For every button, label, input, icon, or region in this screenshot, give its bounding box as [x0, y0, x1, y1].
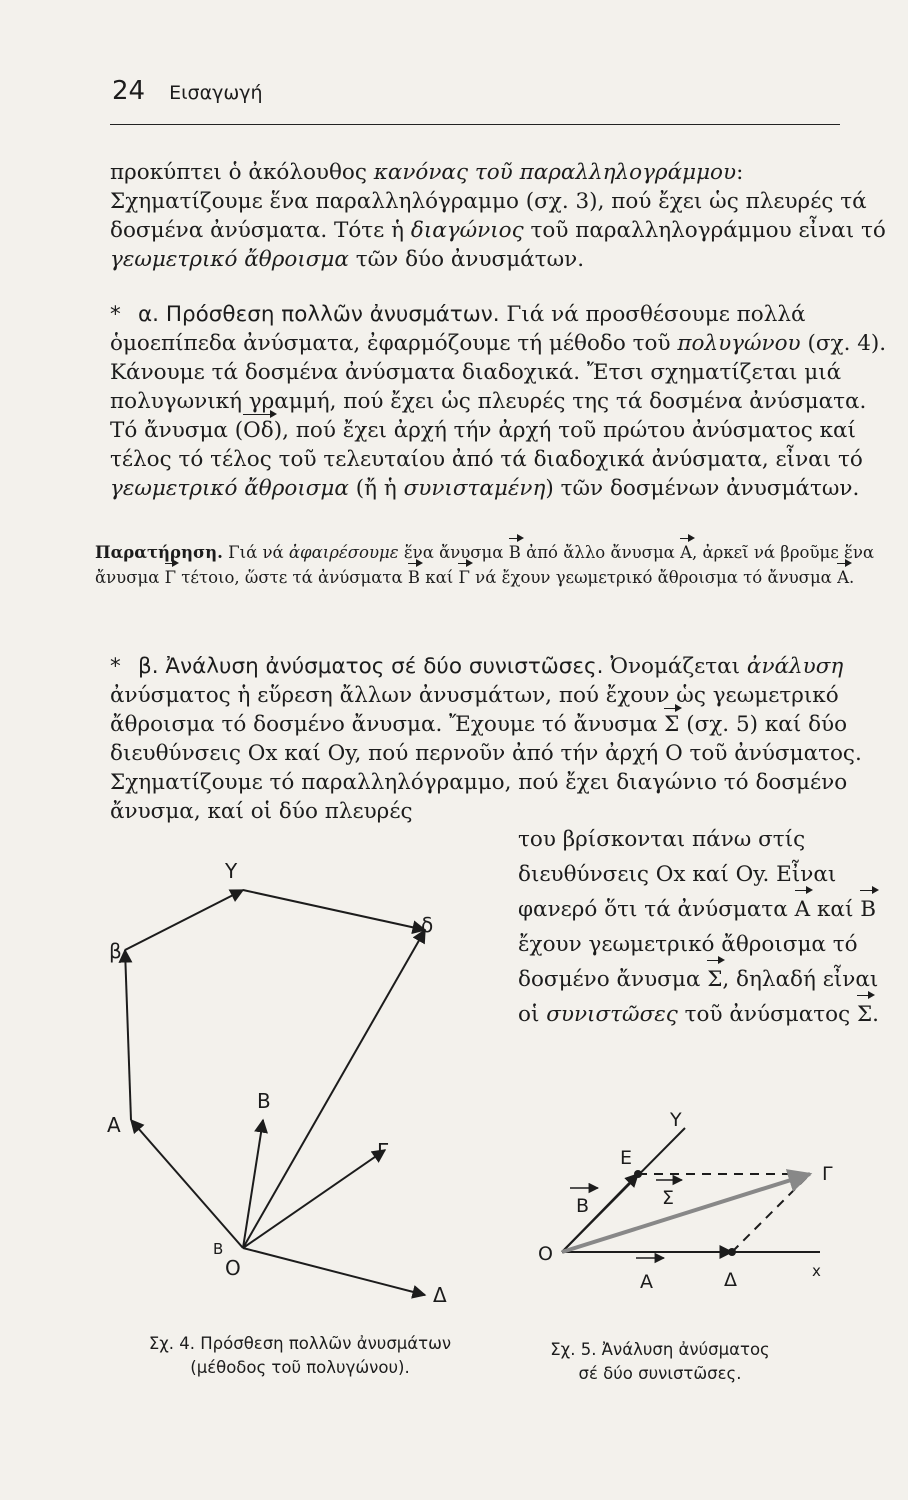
vector-top-delta: [243, 890, 425, 930]
fig5-label-O: O: [538, 1243, 553, 1265]
fig4-label-delta: δ: [421, 913, 434, 937]
fig5-label-E: E: [620, 1147, 633, 1169]
paragraph-addition-many-vectors: * α. Πρόσθεση πολλῶν ἀνυσμάτων. Γιά νά προσθέσουμε πολλά ὁμοεπίπεδα ἀνύσματα, ἐφαρμόζουμε τή μέθοδο τοῦ πολυγώνου (σχ. 4). Κάνουμε τά δοσμένα ἀνύσματα διαδοχικά. Ἔτσι σχηματίζεται μιά πολυγωνική γραμμή, πού ἔχει ὡς πλευρές της τά δοσμένα ἀνύσματα. Τό ἄνυσμα (Οδ), πού ἔχει ἀρχή τήν ἀρχή τοῦ πρώτου ἀνύσματος καί τέλος τό τέλος τοῦ τελευταίου ἀπό τά διαδοχικά ἀνύσματα, εἶναι τό γεωμετρικό ἄθροισμα (ἤ ἡ συνισταμένη) τῶν δοσμένων ἀνυσμάτων.: [110, 302, 887, 501]
vector-O-beta: [131, 1120, 243, 1248]
header-rule: [110, 124, 840, 125]
figure-5-decomposition: [520, 1100, 890, 1340]
fig5-label-Y: Y: [670, 1109, 682, 1131]
paragraph-vector-decomposition: * β. Ἀνάλυση ἀνύσματος σέ δύο συνιστῶσες. Ὀνομάζεται ἀνάλυση ἀνύσματος ἡ εὕρεση ἄλλων ἀνυσμάτων, πού ἔχουν ὡς γεωμετρικό ἄθροισμα τό δοσμένο ἄνυσμα. Ἔχουμε τό ἄνυσμα Σ (σχ. 5) καί δύο διευθύνσεις Οx καί Oy, πού περνοῦν ἀπό τήν ἀρχή Ο τοῦ ἀνύσματος. Σχηματίζουμε τό παραλληλόγραμμο, πού ἔχει διαγώνιο τό δοσμένο ἄνυσμα, καί οἱ δύο πλευρές: [110, 654, 862, 824]
section-title: Εισαγωγή: [169, 82, 263, 104]
fig5-label-G: Γ: [822, 1163, 833, 1185]
fig4-label-B: B: [257, 1089, 271, 1113]
paragraph-decomposition-continued: του βρίσκονται πάνω στίς διευθύνσεις Ox καί Oy. Εἶναι φανερό ὅτι τά ἀνύσματα A καί B ἔχουν γεωμετρικό ἄθροισμα τό δοσμένο ἄνυσμα Σ, δηλαδή εἶναι οἱ συνιστῶσες τοῦ ἀνύσματος Σ.: [518, 822, 900, 1032]
point-D: [728, 1248, 736, 1256]
fig5-label-x: x: [812, 1262, 821, 1280]
fig5-label-B: B: [576, 1195, 590, 1217]
fig4-label-beta: β: [109, 939, 122, 963]
vector-O-A: [125, 1128, 243, 1248]
fig4-label-Y: Y: [225, 859, 238, 883]
page-number: 24: [112, 76, 146, 106]
vector-beta-Y: [125, 950, 131, 1120]
fig5-label-S: Σ: [662, 1187, 675, 1209]
fig4-label-B-small: B: [213, 1240, 224, 1258]
figure-4-polygon-method: [95, 850, 495, 1320]
point-E: [634, 1170, 642, 1178]
fig4-label-O: O: [225, 1256, 241, 1280]
note-subtraction: Παρατήρηση. Γιά νά ἀφαιρέσουμε ἕνα ἄνυσμα B ἀπό ἄλλο ἄνυσμα A, ἀρκεῖ νά βροῦμε ἕνα ἄνυσμα Γ τέτοιο, ὥστε τά ἀνύσματα B καί Γ νά ἔχουν γεωμετρικό ἄθροισμα τό ἄνυσμα A.: [95, 540, 895, 590]
subsection-heading-b: β. Ἀνάλυση ἀνύσματος σέ δύο συνιστῶσες.: [138, 654, 604, 679]
subsection-heading-a: α. Πρόσθεση πολλῶν ἀνυσμάτων.: [138, 302, 500, 327]
fig4-label-A: A: [107, 1113, 121, 1137]
paragraph-parallelogram-rule: προκύπτει ὁ ἀκόλουθος κανόνας τοῦ παραλληλογράμμου: Σχηματίζουμε ἕνα παραλληλόγραμμο (σχ. 3), πού ἔχει ὡς πλευρές τά δοσμένα ἀνύσματα. Τότε ἡ διαγώνιος τοῦ παραλληλογράμμου εἶναι τό γεωμετρικό ἄθροισμα τῶν δύο ἀνυσμάτων.: [110, 160, 886, 272]
fig5-label-D: Δ: [724, 1269, 737, 1291]
vector-Y-top: [125, 890, 243, 950]
vector-O-D: [243, 1248, 425, 1295]
fig4-label-D: Δ: [433, 1283, 447, 1307]
vector-O-G: [243, 1150, 385, 1248]
page-header: [112, 76, 263, 106]
fig4-label-G: Γ: [377, 1139, 389, 1163]
fig5-label-A: A: [640, 1271, 653, 1293]
figure-5-caption: Σχ. 5. Ἀνάλυση ἀνύσματος σέ δύο συνιστῶσες.: [550, 1340, 770, 1383]
figure-4-caption: Σχ. 4. Πρόσθεση πολλῶν ἀνυσμάτων (μέθοδος τοῦ πολυγώνου).: [148, 1334, 452, 1377]
